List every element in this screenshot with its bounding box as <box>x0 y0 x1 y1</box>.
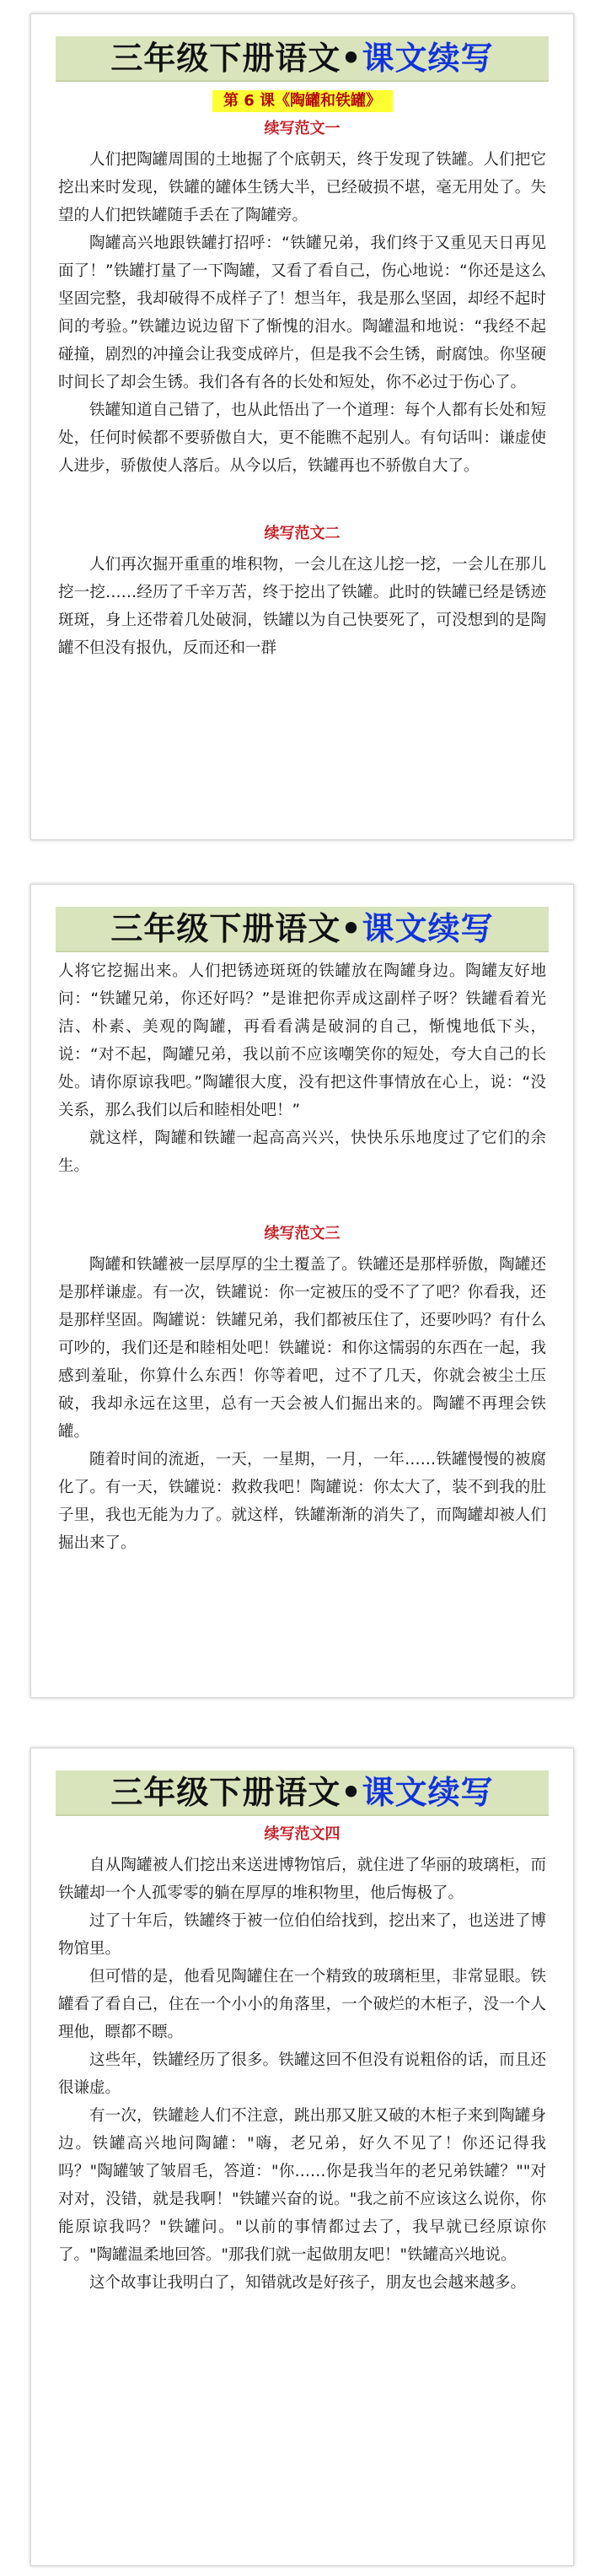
example-body-3 <box>31 1251 573 1557</box>
banner-subtitle: 课文续写 <box>362 910 494 947</box>
example-body-4 <box>31 1851 573 2297</box>
paragraph: 这些年，铁罐经历了很多。铁罐这回不但没有说粗俗的话，而且还很谦虚。 <box>58 2051 546 2097</box>
lesson-label: 第 6 课《陶罐和铁罐》 <box>212 90 393 112</box>
paragraph: 人们把陶罐周围的土地掘了个底朝天，终于发现了铁罐。人们把它挖出来时发现，铁罐的罐体生锈大半，已经破损不堪，毫无用处了。失望的人们把铁罐随手丢在了陶罐旁。 <box>58 151 546 224</box>
paragraph: 铁罐知道自己错了，也从此悟出了一个道理：每个人都有长处和短处，任何时候都不要骄傲自大，更不能瞧不起别人。有句话叫：谦虚使人进步，骄傲使人落后。从今以后，铁罐再也不骄傲自大了。 <box>58 401 546 475</box>
paragraph: 自从陶罐被人们挖出来送进博物馆后，就住进了华丽的玻璃柜，而铁罐却一个人孤零零的躺在厚厚的堆积物里，他后悔极了。 <box>58 1857 546 1902</box>
paragraph: 陶罐和铁罐被一层厚厚的尘土覆盖了。铁罐还是那样骄傲，陶罐还是那样谦虚。有一次，铁罐说：你一定被压的受不了了吧？你看我，还是那样坚固。陶罐说：铁罐兄弟，我们都被压住了，还要吵吗？有什么可吵的，我们还是和睦相处吧！铁罐说：和你这懦弱的东西在一起，我感到羞耻，你算什么东西！你等着吧，过不了几天，你就会被尘土压破，我却永远在这里，总有一天会被人们掘出来的。陶罐不再理会铁罐。 <box>58 1256 546 1441</box>
banner-main-title: 三年级下册语文 <box>110 1774 341 1811</box>
paragraph: 人们再次掘开重重的堆积物，一会儿在这儿挖一挖，一会儿在那儿挖一挖……经历了千辛万苦，终于挖出了铁罐。此时的铁罐已经是锈迹斑斑，身上还带着几处破洞，铁罐以为自己快要死了，可没想到的是陶罐不但没有报仇，反而还和一群 <box>58 556 546 657</box>
example-body-1 <box>31 146 573 480</box>
page-banner-2 <box>56 907 549 952</box>
paragraph: 就这样，陶罐和铁罐一起高高兴兴，快快乐乐地度过了它们的余生。 <box>58 1129 546 1175</box>
banner-separator: • <box>341 40 362 77</box>
example-title-2: 续写范文二 <box>264 525 341 542</box>
page-card-1 <box>30 13 574 840</box>
example-body-2b <box>31 957 573 1180</box>
banner-separator: • <box>341 1774 362 1811</box>
example-body-2a <box>31 551 573 662</box>
example-title-1: 续写范文一 <box>264 120 341 137</box>
page-card-2 <box>30 884 574 1698</box>
page-banner-3 <box>56 1770 549 1816</box>
example-title-3: 续写范文三 <box>264 1225 341 1242</box>
banner-subtitle: 课文续写 <box>362 1774 494 1811</box>
page-banner-1 <box>56 36 549 82</box>
paragraph: 有一次，铁罐趁人们不注意，跳出那又脏又破的木柜子来到陶罐身边。铁罐高兴地问陶罐："嗨，老兄弟，好久不见了！你还记得我吗？"陶罐皱了皱眉毛，答道："你……你是我当年的老兄弟铁罐？""对对对，没错，就是我啊！"铁罐兴奋的说。"我之前不应该这么说你，你能原谅我吗？"铁罐问。"以前的事情都过去了，我早就已经原谅你了。"陶罐温柔地回答。"那我们就一起做朋友吧！"铁罐高兴地说。 <box>58 2107 546 2264</box>
paragraph: 这个故事让我明白了，知错就改是好孩子，朋友也会越来越多。 <box>89 2274 527 2292</box>
paragraph-continued: 人将它挖掘出来。人们把锈迹斑斑的铁罐放在陶罐身边。陶罐友好地问：“铁罐兄弟，你还好吗？”是谁把你弄成这副样子呀？铁罐看着光洁、朴素、美观的陶罐，再看看满是破洞的自己，惭愧地低下头，说：“对不起，陶罐兄弟，我以前不应该嘲笑你的短处，夸大自己的长处。请你原谅我吧。”陶罐很大度，没有把这件事情放在心上，说：“没关系，那么我们以后和睦相处吧！” <box>58 962 546 1119</box>
example-title-4: 续写范文四 <box>264 1825 341 1843</box>
paragraph: 随着时间的流逝，一天，一星期，一月，一年……铁罐慢慢的被腐化了。有一天，铁罐说：救救我吧！陶罐说：你太大了，装不到我的肚子里，我也无能为力了。就这样，铁罐渐渐的消失了，而陶罐却被人们掘出来了。 <box>58 1451 546 1552</box>
banner-separator: • <box>341 910 362 947</box>
paragraph: 陶罐高兴地跟铁罐打招呼：“铁罐兄弟，我们终于又重见天日再见面了！”铁罐打量了一下陶罐，又看了看自己，伤心地说：“你还是这么坚固完整，我却破得不成样子了！想当年，我是那么坚固，却经不起时间的考验。”铁罐边说边留下了惭愧的泪水。陶罐温和地说：“我经不起碰撞，剧烈的冲撞会让我变成碎片，但是我不会生锈，耐腐蚀。你坚硬时间长了却会生锈。我们各有各的长处和短处，你不必过于伤心了。 <box>58 234 546 391</box>
banner-subtitle: 课文续写 <box>362 40 494 77</box>
page-card-3 <box>30 1748 574 2566</box>
banner-main-title: 三年级下册语文 <box>110 40 341 77</box>
paragraph: 过了十年后，铁罐终于被一位伯伯给找到，挖出来了，也送进了博物馆里。 <box>58 1912 546 1958</box>
banner-main-title: 三年级下册语文 <box>110 910 341 947</box>
paragraph: 但可惜的是，他看见陶罐住在一个精致的玻璃柜里，非常显眼。铁罐看了看自己，住在一个小小的角落里，一个破烂的木柜子，没一个人理他，瞟都不瞟。 <box>58 1968 546 2041</box>
